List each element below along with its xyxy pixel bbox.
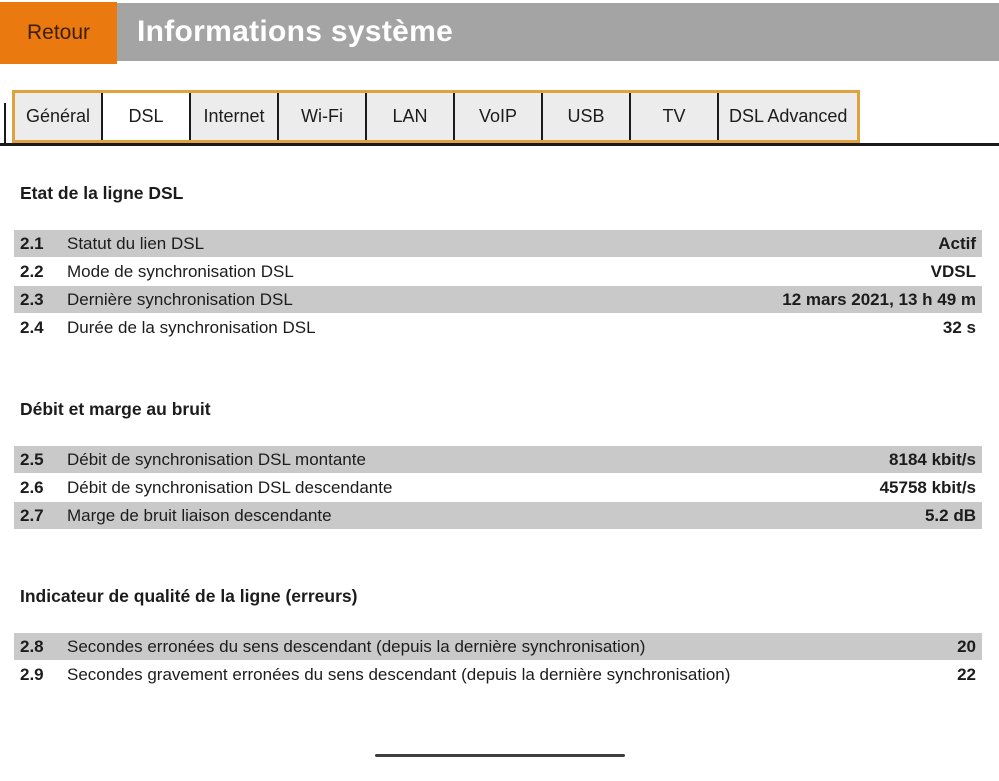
table-row <box>14 474 982 501</box>
row-value: 20 <box>957 636 976 656</box>
table-row <box>14 258 982 285</box>
row-label: Mode de synchronisation DSL <box>67 261 294 281</box>
row-value: VDSL <box>930 261 976 281</box>
row-number: 2.2 <box>20 261 44 281</box>
row-label: Débit de synchronisation DSL descendante <box>67 477 393 497</box>
tab-tv[interactable] <box>631 93 719 140</box>
info-table <box>14 633 982 688</box>
row-label: Secondes gravement erronées du sens descendant (depuis la dernière synchronisation) <box>67 664 731 684</box>
row-number: 2.7 <box>20 505 44 525</box>
tab-label: VoIP <box>478 106 518 126</box>
row-value: 22 <box>957 664 976 684</box>
tab-baseline <box>0 143 999 146</box>
tab-label: Wi-Fi <box>301 106 343 126</box>
top-bar <box>0 0 999 66</box>
table-row <box>14 314 982 341</box>
row-value: 5.2 dB <box>924 505 976 525</box>
row-number: 2.5 <box>20 449 44 469</box>
row-value: 12 mars 2021, 13 h 49 m <box>782 289 976 309</box>
row-number: 2.4 <box>20 317 44 337</box>
tab-label: LAN <box>392 106 428 126</box>
row-value: 45758 kbit/s <box>879 477 976 497</box>
info-table <box>14 446 982 529</box>
tab-label: Général <box>25 106 91 126</box>
back-button[interactable]: Retour <box>0 2 117 64</box>
tab-internet[interactable] <box>191 93 279 140</box>
row-number: 2.3 <box>20 289 44 309</box>
tab-label: Internet <box>203 106 265 126</box>
tab-dsl-advanced[interactable] <box>719 93 857 140</box>
row-number: 2.8 <box>20 636 44 656</box>
tab-g-n-ral[interactable] <box>15 93 103 140</box>
tab-usb[interactable] <box>543 93 631 140</box>
info-table <box>14 230 982 341</box>
gesture-bar[interactable] <box>375 754 625 757</box>
page-title: Informations système <box>137 15 454 48</box>
tab-lan[interactable] <box>367 93 455 140</box>
tab-voip[interactable] <box>455 93 543 140</box>
row-value: 8184 kbit/s <box>889 449 976 469</box>
tab-label: TV <box>662 106 686 126</box>
section-heading: Indicateur de qualité de la ligne (erreurs) <box>20 586 358 606</box>
row-value: 32 s <box>942 317 976 337</box>
title-bar <box>117 3 999 61</box>
section-heading: Etat de la ligne DSL <box>20 183 184 203</box>
table-row <box>14 633 982 660</box>
info-section-d-bit-et-marge-au-bruit <box>0 399 999 530</box>
row-label: Dernière synchronisation DSL <box>67 289 293 309</box>
table-row <box>14 446 982 473</box>
table-row <box>14 230 982 257</box>
tab-label: DSL Advanced <box>729 106 848 126</box>
table-row <box>14 661 982 688</box>
table-row <box>14 502 982 529</box>
section-heading: Débit et marge au bruit <box>20 399 211 419</box>
row-label: Statut du lien DSL <box>67 233 205 253</box>
row-number: 2.1 <box>20 233 44 253</box>
row-label: Secondes erronées du sens descendant (depuis la dernière synchronisation) <box>67 636 646 656</box>
table-row <box>14 286 982 313</box>
tab-baseline-left-tick <box>4 103 6 143</box>
row-number: 2.9 <box>20 664 44 684</box>
tab-bar <box>0 90 999 146</box>
row-number: 2.6 <box>20 477 44 497</box>
info-section-indicateur-de-qualit-de-la-ligne-erreurs <box>0 586 999 689</box>
row-label: Débit de synchronisation DSL montante <box>67 449 366 469</box>
row-label: Marge de bruit liaison descendante <box>67 505 332 525</box>
row-value: Actif <box>938 233 976 253</box>
info-section-etat-de-la-ligne-dsl <box>0 183 999 342</box>
tab-label: USB <box>567 106 605 126</box>
row-label: Durée de la synchronisation DSL <box>67 317 316 337</box>
tab-wi-fi[interactable] <box>279 93 367 140</box>
tab-dsl[interactable] <box>103 93 191 140</box>
tab-group <box>12 90 860 143</box>
tab-label: DSL <box>128 106 164 126</box>
